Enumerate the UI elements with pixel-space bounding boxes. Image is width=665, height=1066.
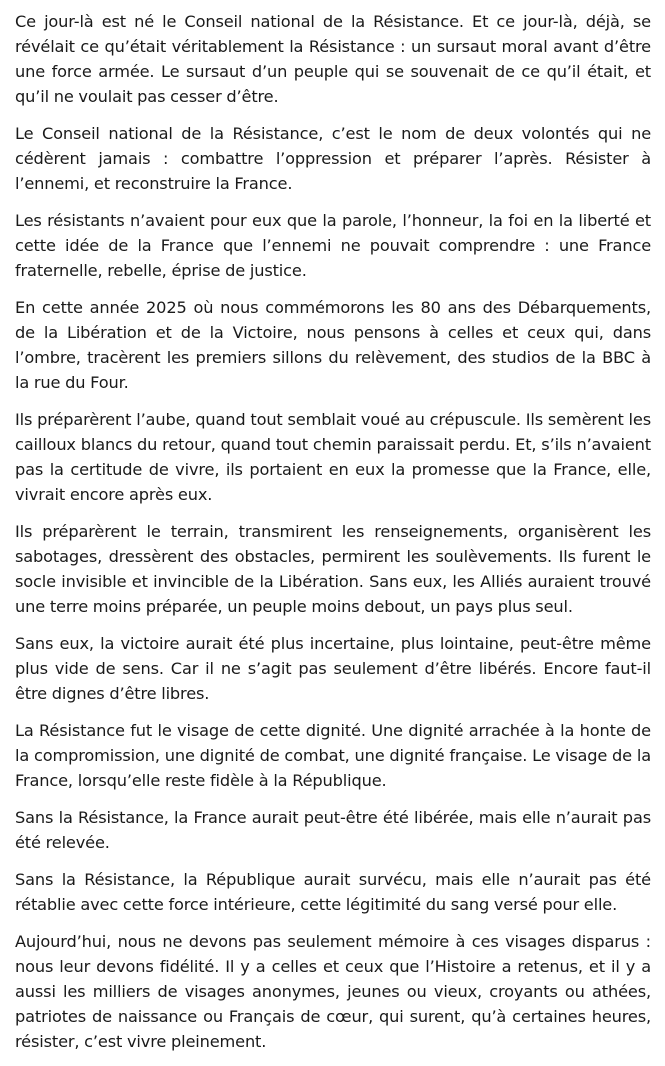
paragraph: La Résistance fut le visage de cette dignité. Une dignité arrachée à la honte de la compromission, une dignité de combat, une dignité française. Le visage de la France, lorsqu’elle reste fidèle à la République. [15,721,651,790]
paragraph: Aujourd’hui, nous ne devons pas seulement mémoire à ces visages disparus : nous leur devons fidélité. Il y a celles et ceux que l’Histoire a retenus, et il y a aussi les milliers de visages anonymes, jeunes ou vieux, croyants ou athées, patriotes de naissance ou Français de cœur, qui surent, qu’à certaines heures, résister, c’est vivre pleinement. [15,932,651,1051]
paragraph: En cette année 2025 où nous commémorons les 80 ans des Débarquements, de la Libération et de la Victoire, nous pensons à celles et ceux qui, dans l’ombre, tracèrent les premiers sillons du relèvement, des studios de la BBC à la rue du Four. [15,298,651,392]
paragraph: Les résistants n’avaient pour eux que la parole, l’honneur, la foi en la liberté et cette idée de la France que l’ennemi ne pouvait comprendre : une France fraternelle, rebelle, éprise de justice. [15,211,651,280]
paragraph: Ils préparèrent le terrain, transmirent les renseignements, organisèrent les sabotages, dressèrent des obstacles, permirent les soulèvements. Ils furent le socle invisible et invincible de la Libération. Sans eux, les Alliés auraient trouvé une terre moins préparée, un peuple moins debout, un pays plus seul. [15,522,651,616]
paragraph: Sans eux, la victoire aurait été plus incertaine, plus lointaine, peut-être même plus vide de sens. Car il ne s’agit pas seulement d’être libérés. Encore faut-il être dignes d’être libres. [15,634,651,703]
paragraph: Sans la Résistance, la République aurait survécu, mais elle n’aurait pas été rétablie avec cette force intérieure, cette légitimité du sang versé pour elle. [15,870,651,914]
paragraph: Sans la Résistance, la France aurait peut-être été libérée, mais elle n’aurait pas été relevée. [15,808,651,852]
paragraph: Ce jour-là est né le Conseil national de la Résistance. Et ce jour-là, déjà, se révélait ce qu’était véritablement la Résistance : un sursaut moral avant d’être une force armée. Le sursaut d’un peuple qui se souvenait de ce qu’il était, et qu’il ne voulait pas cesser d’être. [15,12,651,106]
document-body [15,9,651,1066]
paragraph: Ils préparèrent l’aube, quand tout semblait voué au crépuscule. Ils semèrent les cailloux blancs du retour, quand tout chemin paraissait perdu. Et, s’ils n’avaient pas la certitude de vivre, ils portaient en eux la promesse que la France, elle, vivrait encore après eux. [15,410,651,504]
paragraph: Le Conseil national de la Résistance, c’est le nom de deux volontés qui ne cédèrent jamais : combattre l’oppression et préparer l’après. Résister à l’ennemi, et reconstruire la France. [15,124,651,193]
